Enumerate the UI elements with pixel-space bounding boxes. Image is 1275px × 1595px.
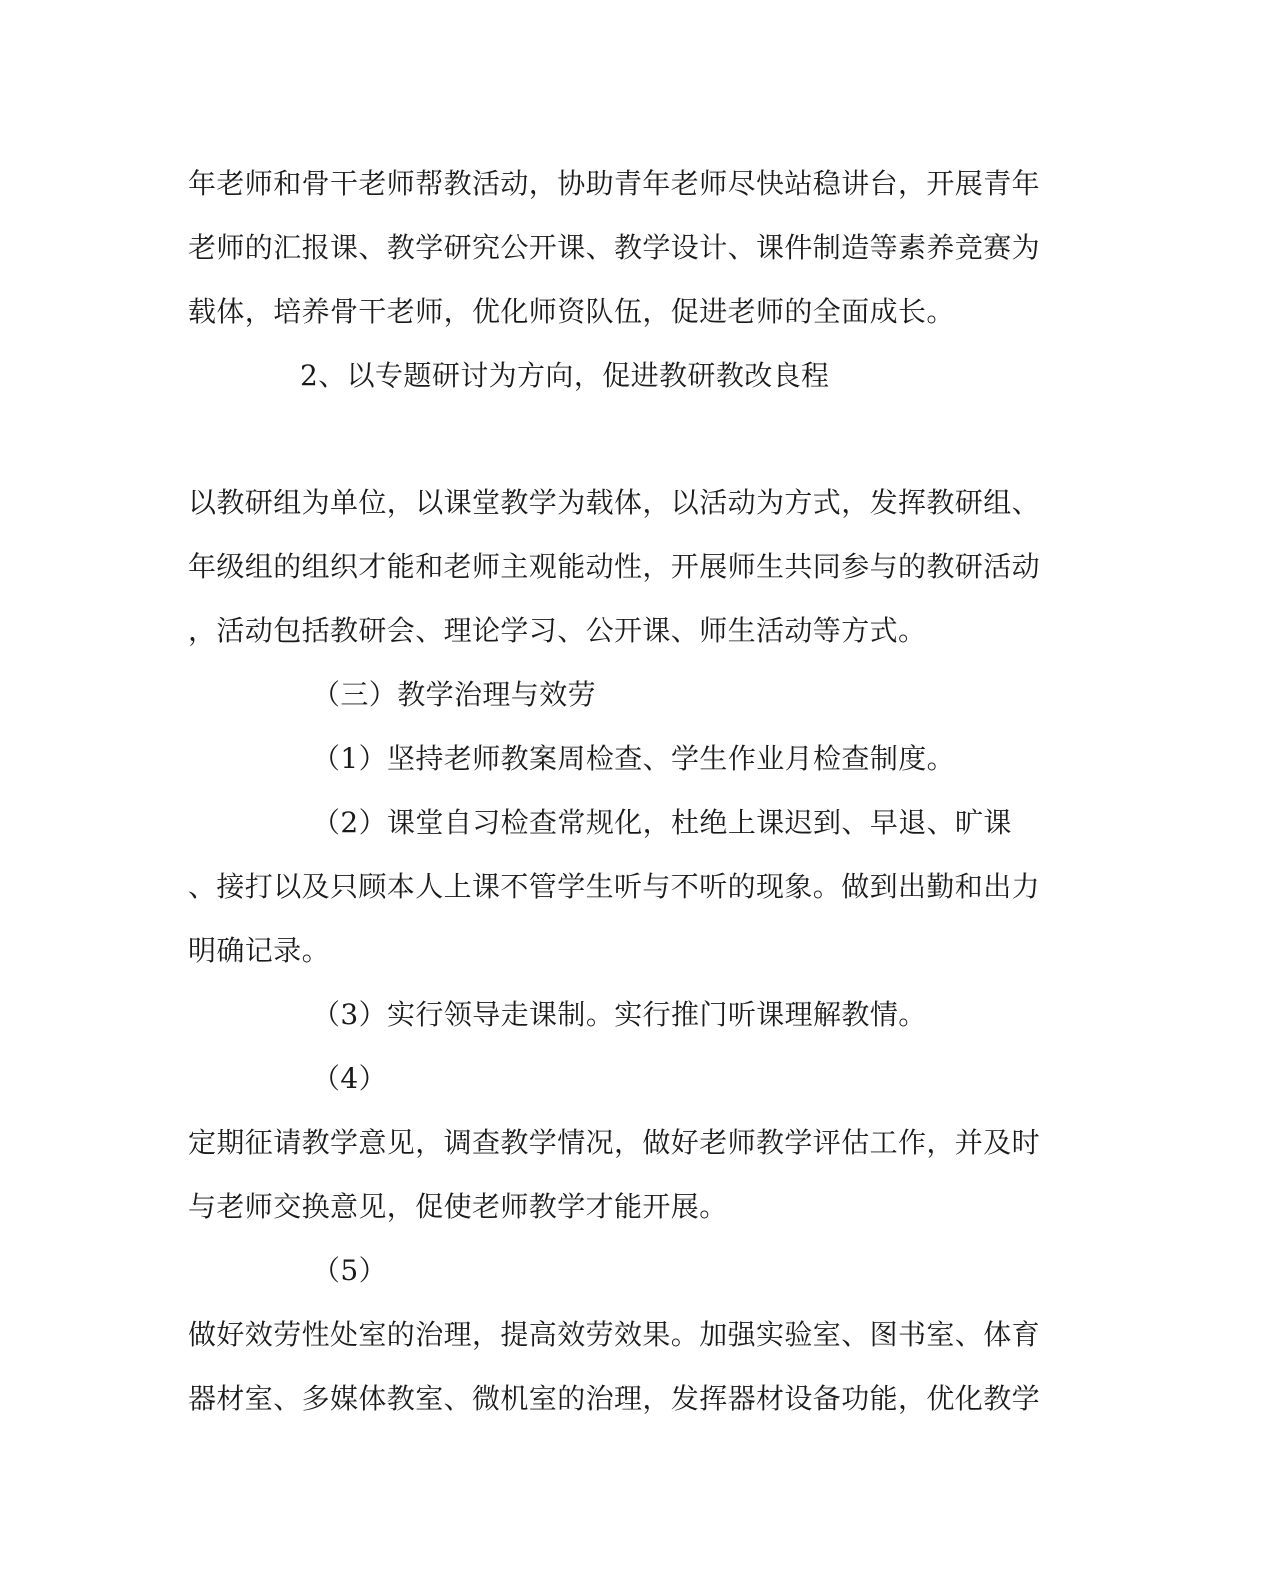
paragraph-line-2: 老师的汇报课、教学研究公开课、教学设计、课件制造等素养竞赛为	[188, 231, 1041, 264]
paragraph-line-8: 明确记录。	[188, 934, 331, 967]
list-item-1: （1）坚持老师教案周检查、学生作业月检查制度。	[312, 742, 956, 775]
paragraph-line-7: 、接打以及只顾本人上课不管学生听与不听的现象。做到出勤和出力	[188, 870, 1041, 903]
paragraph-line-4: 以教研组为单位，以课堂教学为载体，以活动为方式，发挥教研组、	[188, 486, 1041, 519]
paragraph-line-3: 载体，培养骨干老师，优化师资队伍，促进老师的全面成长。	[188, 295, 955, 328]
paragraph-line-12: 器材室、多媒体教室、微机室的治理，发挥器材设备功能，优化教学	[188, 1382, 1041, 1415]
section-heading-2: 2、以专题研讨为方向，促进教研教改良程	[300, 359, 830, 392]
paragraph-line-5: 年级组的组织才能和老师主观能动性，开展师生共同参与的教研活动	[188, 550, 1041, 583]
section-heading-3: （三）教学治理与效劳	[312, 678, 597, 711]
paragraph-line-1: 年老师和骨干老师帮教活动，协助青年老师尽快站稳讲台，开展青年	[188, 167, 1041, 200]
paragraph-line-11: 做好效劳性处室的治理，提高效劳效果。加强实验室、图书室、体育	[188, 1318, 1041, 1351]
paragraph-line-9: 定期征请教学意见，调查教学情况，做好老师教学评估工作，并及时	[188, 1126, 1041, 1159]
list-item-2: （2）课堂自习检查常规化，杜绝上课迟到、早退、旷课	[312, 806, 1012, 839]
list-item-3: （3）实行领导走课制。实行推门听课理解教情。	[312, 998, 927, 1031]
list-item-5: （5）	[312, 1254, 388, 1287]
list-item-4: （4）	[312, 1062, 388, 1095]
paragraph-line-6: ，活动包括教研会、理论学习、公开课、师生活动等方式。	[188, 614, 927, 647]
paragraph-line-10: 与老师交换意见，促使老师教学才能开展。	[188, 1190, 728, 1223]
